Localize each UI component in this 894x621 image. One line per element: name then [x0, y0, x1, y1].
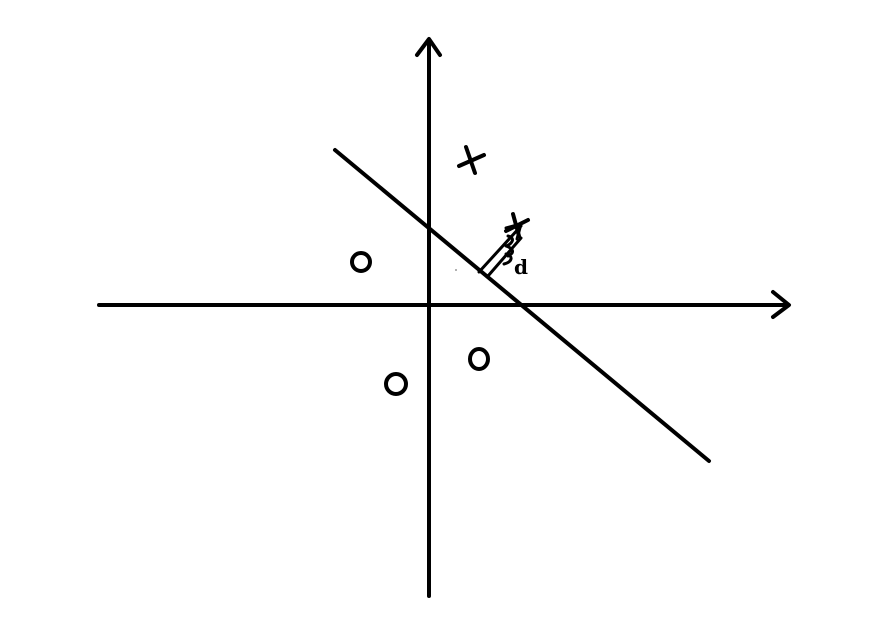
x-axis — [99, 292, 789, 317]
negative-point-o-marker — [470, 349, 488, 369]
y-axis — [417, 39, 440, 596]
positive-point-x-marker — [459, 147, 484, 173]
stray-dot — [455, 269, 457, 271]
negative-point-o-marker — [386, 374, 406, 394]
distance-label: d — [514, 255, 528, 279]
negative-point-o-marker — [352, 253, 370, 271]
